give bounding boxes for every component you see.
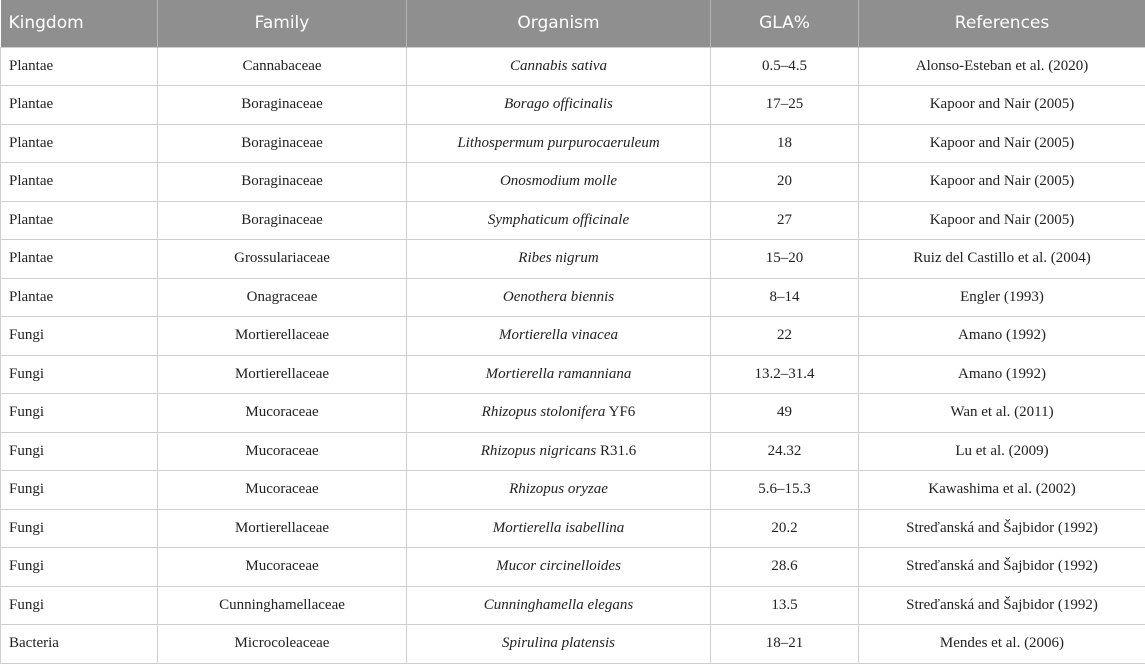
organism-cell	[407, 471, 711, 510]
organism-name: Cunninghamella elegans	[483, 596, 634, 613]
kingdom-cell: Plantae	[1, 240, 158, 279]
organism-name: Symphaticum officinale	[487, 211, 630, 228]
header-gla: GLA%	[711, 0, 859, 47]
table-row	[1, 47, 1145, 86]
table-row	[1, 432, 1145, 471]
organism-cell	[407, 86, 711, 125]
gla-cell: 17–25	[711, 86, 859, 125]
organism-cell	[407, 625, 711, 664]
organism-name: Rhizopus oryzae	[509, 481, 608, 498]
kingdom-cell: Plantae	[1, 278, 158, 317]
table-row	[1, 548, 1145, 587]
organism-name: Cannabis sativa	[509, 57, 608, 74]
reference-cell: Kawashima et al. (2002)	[859, 471, 1145, 510]
gla-cell: 22	[711, 317, 859, 356]
family-cell: Mortierellaceae	[158, 317, 407, 356]
kingdom-cell: Plantae	[1, 201, 158, 240]
gla-cell: 24.32	[711, 432, 859, 471]
family-cell: Cunninghamellaceae	[158, 586, 407, 625]
gla-cell: 13.5	[711, 586, 859, 625]
organism-name: Rhizopus nigricans	[480, 442, 597, 459]
organism-cell	[407, 163, 711, 202]
family-cell: Boraginaceae	[158, 201, 407, 240]
kingdom-cell: Plantae	[1, 47, 158, 86]
gla-cell: 18	[711, 124, 859, 163]
kingdom-cell: Fungi	[1, 548, 158, 587]
table-row	[1, 471, 1145, 510]
organism-cell	[407, 47, 711, 86]
table-row	[1, 586, 1145, 625]
organism-name: Mortierella vinacea	[499, 327, 618, 344]
reference-cell: Amano (1992)	[859, 317, 1145, 356]
gla-cell: 49	[711, 394, 859, 433]
header-row	[1, 0, 1145, 47]
reference-cell: Alonso-Esteban et al. (2020)	[859, 47, 1145, 86]
kingdom-cell: Fungi	[1, 432, 158, 471]
reference-cell: Kapoor and Nair (2005)	[859, 201, 1145, 240]
family-cell: Mortierellaceae	[158, 355, 407, 394]
organism-name: Spirulina platensis	[502, 635, 615, 652]
kingdom-cell: Fungi	[1, 471, 158, 510]
organism-name: Mortierella isabellina	[492, 519, 625, 536]
family-cell: Mortierellaceae	[158, 509, 407, 548]
gla-cell: 8–14	[711, 278, 859, 317]
reference-cell: Streďanská and Šajbidor (1992)	[859, 586, 1145, 625]
kingdom-cell: Plantae	[1, 86, 158, 125]
family-cell: Boraginaceae	[158, 86, 407, 125]
strain-label: YF6	[605, 404, 636, 421]
family-cell: Grossulariaceae	[158, 240, 407, 279]
organism-name: Ribes nigrum	[518, 250, 599, 267]
reference-cell: Kapoor and Nair (2005)	[859, 163, 1145, 202]
kingdom-cell: Fungi	[1, 317, 158, 356]
organism-name: Rhizopus stolonifera	[481, 404, 606, 421]
gla-cell: 13.2–31.4	[711, 355, 859, 394]
reference-cell: Engler (1993)	[859, 278, 1145, 317]
kingdom-cell: Plantae	[1, 163, 158, 202]
reference-cell: Ruiz del Castillo et al. (2004)	[859, 240, 1145, 279]
gla-cell: 27	[711, 201, 859, 240]
family-cell: Onagraceae	[158, 278, 407, 317]
organism-name: Onosmodium molle	[499, 173, 618, 190]
organism-name: Lithospermum purpurocaeruleum	[457, 134, 660, 151]
kingdom-cell: Fungi	[1, 509, 158, 548]
reference-cell: Lu et al. (2009)	[859, 432, 1145, 471]
organism-cell	[407, 355, 711, 394]
gla-cell: 0.5–4.5	[711, 47, 859, 86]
table-row	[1, 124, 1145, 163]
kingdom-cell: Fungi	[1, 355, 158, 394]
table-row	[1, 201, 1145, 240]
gla-cell: 15–20	[711, 240, 859, 279]
reference-cell: Mendes et al. (2006)	[859, 625, 1145, 664]
gla-cell: 20	[711, 163, 859, 202]
reference-cell: Wan et al. (2011)	[859, 394, 1145, 433]
organism-cell	[407, 394, 711, 433]
organism-cell	[407, 548, 711, 587]
family-cell: Boraginaceae	[158, 124, 407, 163]
table-row	[1, 509, 1145, 548]
table-row	[1, 394, 1145, 433]
header-organism: Organism	[407, 0, 711, 47]
organism-name: Mortierella ramanniana	[485, 365, 632, 382]
header-kingdom: Kingdom	[1, 0, 158, 47]
kingdom-cell: Bacteria	[1, 625, 158, 664]
organism-name: Mucor circinelloides	[496, 558, 621, 575]
organism-cell	[407, 586, 711, 625]
family-cell: Mucoraceae	[158, 394, 407, 433]
family-cell: Microcoleaceae	[158, 625, 407, 664]
reference-cell: Kapoor and Nair (2005)	[859, 86, 1145, 125]
organism-name: Oenothera biennis	[502, 288, 615, 305]
gla-cell: 20.2	[711, 509, 859, 548]
organism-cell	[407, 124, 711, 163]
strain-label: R31.6	[596, 442, 637, 459]
gla-cell: 28.6	[711, 548, 859, 587]
reference-cell: Streďanská and Šajbidor (1992)	[859, 548, 1145, 587]
table-row	[1, 355, 1145, 394]
kingdom-cell: Fungi	[1, 586, 158, 625]
table-row	[1, 278, 1145, 317]
organism-cell	[407, 317, 711, 356]
reference-cell: Kapoor and Nair (2005)	[859, 124, 1145, 163]
organism-cell	[407, 509, 711, 548]
table-row	[1, 240, 1145, 279]
header-family: Family	[158, 0, 407, 47]
organism-cell	[407, 201, 711, 240]
organism-name: Borago officinalis	[504, 96, 613, 113]
table-row	[1, 317, 1145, 356]
family-cell: Mucoraceae	[158, 548, 407, 587]
table-row	[1, 163, 1145, 202]
gla-cell: 18–21	[711, 625, 859, 664]
header-references: References	[859, 0, 1145, 47]
table-row	[1, 86, 1145, 125]
family-cell: Boraginaceae	[158, 163, 407, 202]
family-cell: Cannabaceae	[158, 47, 407, 86]
reference-cell: Amano (1992)	[859, 355, 1145, 394]
organism-cell	[407, 278, 711, 317]
family-cell: Mucoraceae	[158, 471, 407, 510]
kingdom-cell: Fungi	[1, 394, 158, 433]
organism-cell	[407, 432, 711, 471]
organism-cell	[407, 240, 711, 279]
family-cell: Mucoraceae	[158, 432, 407, 471]
kingdom-cell: Plantae	[1, 124, 158, 163]
gla-cell: 5.6–15.3	[711, 471, 859, 510]
table-row	[1, 625, 1145, 664]
reference-cell: Streďanská and Šajbidor (1992)	[859, 509, 1145, 548]
